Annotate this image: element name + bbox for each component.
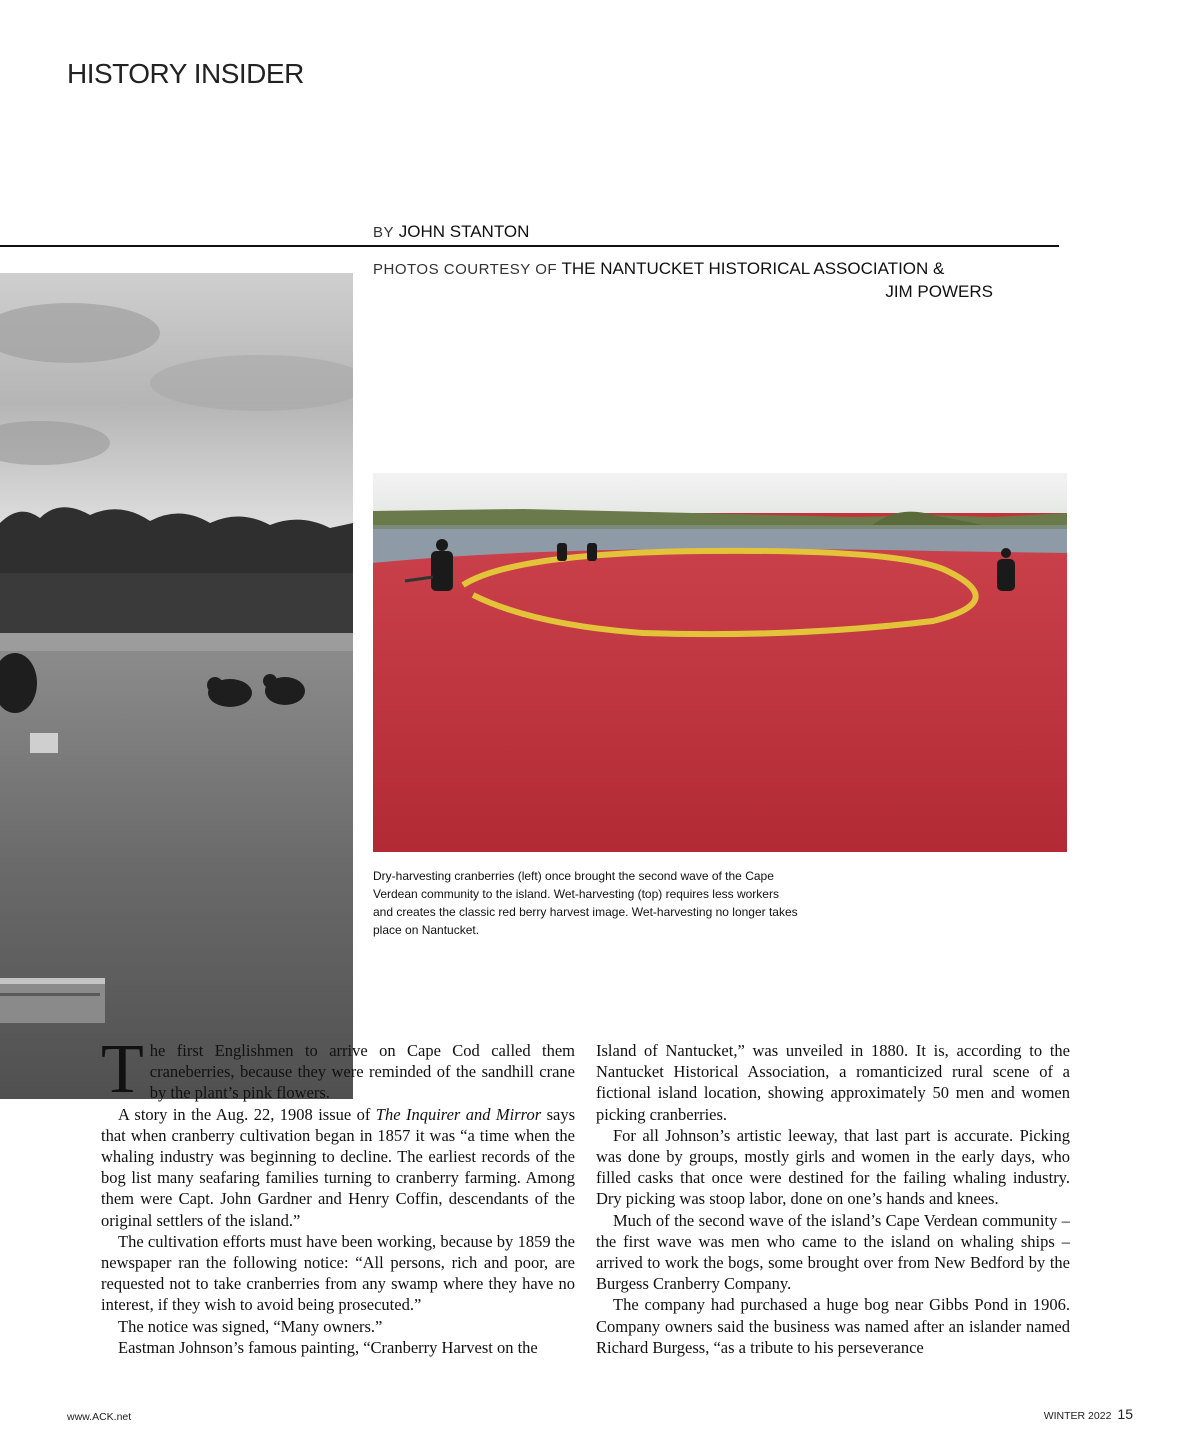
credit-line1: THE NANTUCKET HISTORICAL ASSOCIATION & <box>561 259 945 278</box>
publication-title: The Inquirer and Mirror <box>375 1104 542 1124</box>
article-paragraph: Eastman Johnson’s famous painting, “Cranberry Harvest on the <box>118 1337 538 1357</box>
drop-cap: T <box>101 1031 144 1108</box>
photo-caption: Dry-harvesting cranberries (left) once brought the second wave of the Cape Verdean community to the island. Wet-harvesting (top) requires less workers and creates the classic red berry harvest image. Wet-harvesting no longer takes place on Nantucket. <box>373 869 798 937</box>
article-column-1 <box>101 1031 575 1358</box>
wet-harvest-photo <box>373 473 1067 852</box>
credit-prefix: PHOTOS COURTESY OF <box>373 261 558 278</box>
footer-site: www.ACK.net <box>67 1411 132 1423</box>
article-paragraph: Much of the second wave of the island’s Cape Verdean community – the first wave was men who came to the island on whaling ships – arrived to work the bogs, some brought over from New Bedford by the Burgess Cranberry Company. <box>596 1210 1070 1294</box>
article-paragraph: Island of Nantucket,” was unveiled in 1880. It is, according to the Nantucket Historical Association, a romanticized rural scene of a fictional island location, showing approximately 50 men and women picking cranberries. <box>596 1041 1070 1124</box>
footer-issue <box>1044 1406 1133 1422</box>
section-label: HISTORY INSIDER <box>67 58 304 89</box>
article-column-2 <box>596 1040 1070 1358</box>
byline-author: JOHN STANTON <box>398 222 530 241</box>
byline <box>373 222 529 242</box>
header-rule <box>0 245 1059 247</box>
article-paragraph: The cultivation efforts must have been working, because by 1859 the newspaper ran the following notice: “All persons, rich and poor, are requested not to take cranberries from any swamp where they have no interest, if they wish to avoid being prosecuted.” <box>101 1231 575 1315</box>
issue-label: WINTER 2022 <box>1043 1410 1112 1422</box>
article-paragraph: A story in the Aug. 22, 1908 issue of The Inquirer and Mirror says that when cranberry cultivation began in 1857 it was “a time when the whaling industry was beginning to decline. The earliest records of the bog list many seafaring families turning to cranberry farming. Among them were Capt. John Gardner and Henry Coffin, descendants of the original settlers of the island.” <box>101 1104 575 1230</box>
photo-credit <box>373 258 993 303</box>
page-number: 15 <box>1117 1406 1133 1422</box>
article-paragraph: For all Johnson’s artistic leeway, that last part is accurate. Picking was done by groups, mostly girls and women in the early days, who filled casks that once were destined for the failing whaling industry. Dry picking was stoop labor, done on one’s hands and knees. <box>596 1125 1070 1209</box>
credit-line2: JIM POWERS <box>885 282 993 301</box>
article-paragraph: The first Englishmen to arrive on Cape Cod called them craneberries, because they were reminded of the sandhill crane by the plant’s pink flowers. <box>101 1031 575 1108</box>
article-paragraph: The notice was signed, “Many owners.” <box>118 1316 383 1336</box>
article-paragraph: The company had purchased a huge bog near Gibbs Pond in 1906. Company owners said the business was named after an islander named Richard Burgess, “as a tribute to his perseverance <box>596 1295 1070 1357</box>
byline-prefix: BY <box>373 224 395 241</box>
